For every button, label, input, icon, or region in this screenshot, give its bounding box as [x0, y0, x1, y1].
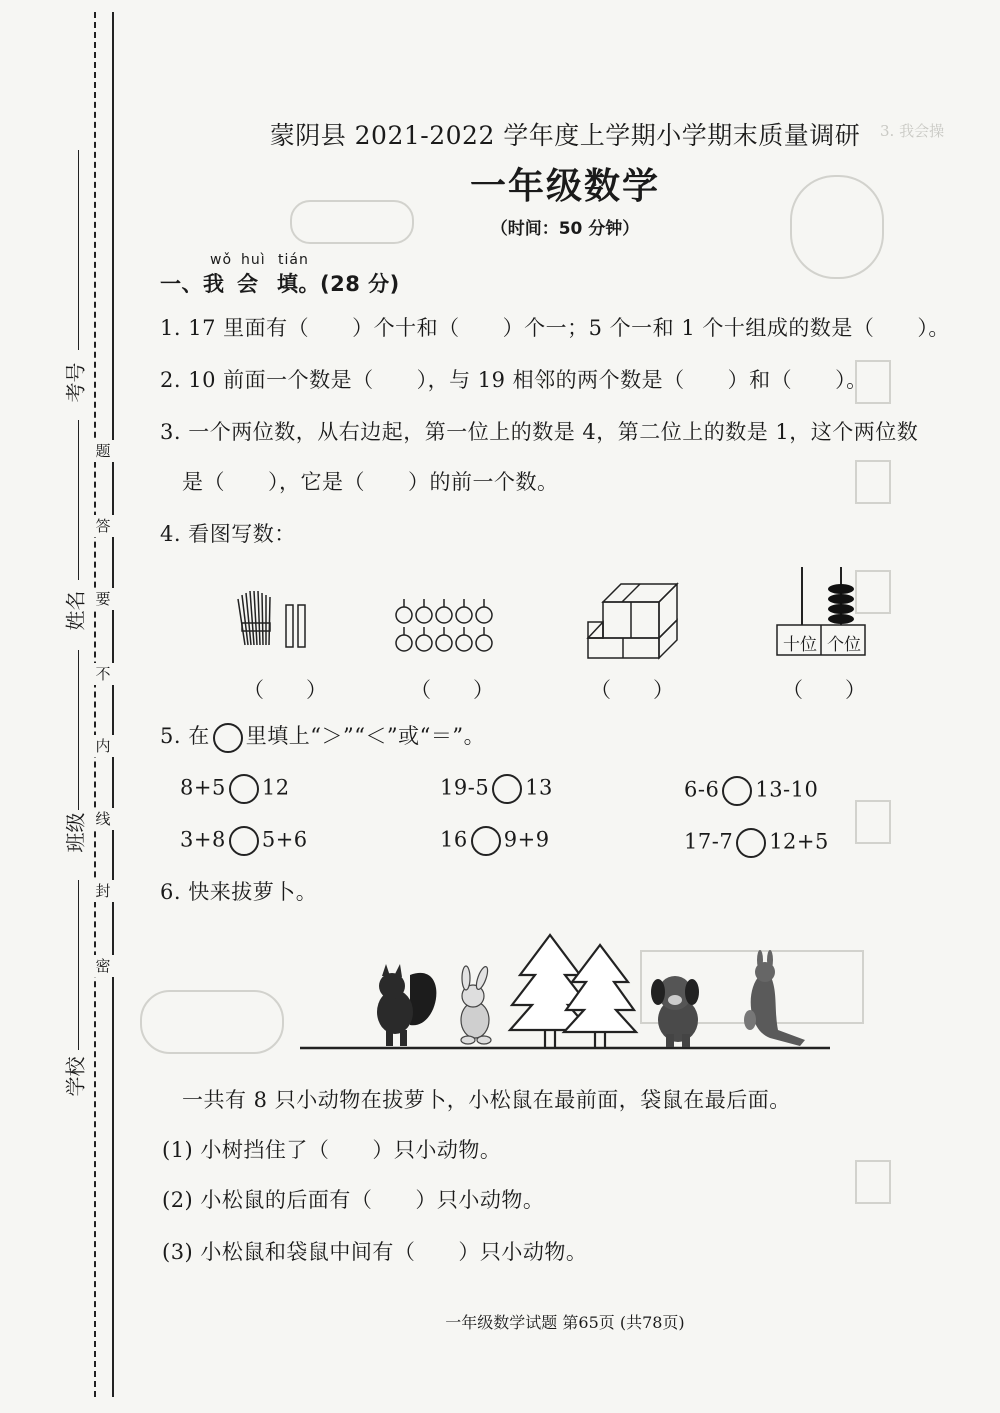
compare-right: 12 — [261, 775, 290, 800]
compare-circle[interactable] — [722, 776, 752, 806]
field-line-name[interactable] — [78, 420, 79, 580]
compare-item — [440, 774, 553, 804]
field-label-school: 学校 — [63, 1056, 88, 1097]
seal-char: 答 — [92, 515, 114, 537]
pulling-radish-illustration — [300, 930, 832, 1055]
seal-char: 题 — [92, 440, 114, 462]
seal-char: 不 — [92, 663, 114, 685]
pinyin: wǒ — [210, 252, 233, 268]
field-line-class[interactable] — [78, 650, 79, 810]
rabbit-icon — [461, 965, 491, 1044]
compare-right: 13-10 — [755, 777, 819, 802]
bleed-through-mark — [855, 1160, 891, 1204]
compare-left: 8+5 — [180, 775, 226, 800]
exam-title: 一年级数学 — [469, 166, 660, 207]
q4-answer-blank[interactable]: （ ） — [410, 678, 494, 702]
squirrel-icon — [377, 964, 436, 1046]
question-2: 2. 10 前面一个数是（ ），与 19 相邻的两个数是（ ）和（ ）。 — [160, 368, 868, 392]
seal-char: 密 — [92, 955, 114, 977]
q4-answer-blank[interactable]: （ ） — [243, 678, 327, 702]
seal-char: 内 — [92, 735, 114, 757]
section-heading — [160, 268, 400, 298]
section-heading-suffix: 。(28 分) — [298, 272, 400, 296]
compare-left: 17-7 — [684, 829, 734, 854]
compare-left: 16 — [440, 827, 468, 852]
bleed-through-mark — [855, 460, 891, 504]
question-4: 4. 看图写数： — [160, 522, 296, 546]
bleed-through-mark — [140, 990, 284, 1054]
pinyin: tián — [278, 252, 309, 268]
cubes-figure — [585, 582, 685, 662]
compare-item — [180, 774, 290, 804]
question-5-suffix: 里填上“＞”“＜”或“＝”。 — [245, 724, 486, 748]
exam-subtitle: 蒙阴县 2021-2022 学年度上学期小学期末质量调研 — [269, 121, 861, 150]
question-6-sub-1: (1) 小树挡住了（ ）只小动物。 — [162, 1138, 502, 1162]
compare-circle[interactable] — [492, 774, 522, 804]
compare-item — [440, 826, 550, 856]
question-5 — [160, 720, 485, 753]
seal-char: 要 — [92, 588, 114, 610]
field-label-name: 姓名 — [63, 590, 88, 631]
bleed-through-mark: 3. 我会操 — [880, 122, 945, 140]
bleed-through-mark — [855, 800, 891, 844]
compare-right: 12+5 — [769, 829, 829, 854]
section-heading-char: 会 — [237, 272, 259, 296]
exam-time: （时间：50 分钟） — [490, 219, 640, 239]
field-label-exam-number: 考号 — [63, 362, 88, 403]
compare-circle[interactable] — [471, 826, 501, 856]
section-heading-prefix: 一、 — [160, 272, 203, 296]
apples-figure — [390, 595, 510, 660]
tree-icon — [510, 935, 636, 1048]
compare-left: 3+8 — [180, 827, 226, 852]
field-label-class: 班级 — [63, 812, 88, 853]
compare-item — [684, 828, 829, 858]
abacus-tens-label: 十位 — [783, 635, 817, 655]
question-6-description: 一共有 8 只小动物在拔萝卜，小松鼠在最前面，袋鼠在最后面。 — [182, 1088, 791, 1112]
sticks-bundle-figure — [228, 585, 328, 655]
question-1: 1. 17 里面有（ ）个十和（ ）个一；5 个一和 1 个十组成的数是（ ）。 — [160, 316, 950, 340]
section-heading-char: 填 — [277, 272, 299, 296]
question-6: 6. 快来拔萝卜。 — [160, 880, 318, 904]
question-3-line-2: 是（ ），它是（ ）的前一个数。 — [182, 470, 559, 494]
compare-right: 5+6 — [261, 827, 308, 852]
compare-circle[interactable] — [229, 774, 259, 804]
q4-answer-blank[interactable]: （ ） — [782, 678, 866, 702]
abacus-ones-label: 个位 — [827, 635, 861, 655]
compare-circle[interactable] — [229, 826, 259, 856]
seal-char: 线 — [92, 808, 114, 830]
compare-item — [180, 826, 308, 856]
question-6-sub-2: (2) 小松鼠的后面有（ ）只小动物。 — [162, 1188, 545, 1212]
question-5-prefix: 5. 在 — [160, 724, 210, 748]
kangaroo-icon — [744, 950, 805, 1046]
circle-icon — [213, 723, 243, 753]
seal-char: 封 — [92, 880, 114, 902]
compare-left: 19-5 — [440, 775, 490, 800]
compare-left: 6-6 — [684, 777, 720, 802]
section-heading-char: 我 — [203, 272, 225, 296]
compare-right: 9+9 — [503, 827, 550, 852]
compare-right: 13 — [525, 775, 553, 800]
pinyin: huì — [241, 252, 266, 268]
field-line-school[interactable] — [78, 880, 79, 1050]
compare-circle[interactable] — [736, 828, 766, 858]
page-footer: 一年级数学试题 第65页 (共78页) — [445, 1313, 685, 1332]
question-6-sub-3: (3) 小松鼠和袋鼠中间有（ ）只小动物。 — [162, 1240, 588, 1264]
dog-icon — [651, 976, 699, 1047]
q4-answer-blank[interactable]: （ ） — [590, 678, 674, 702]
question-3-line-1: 3. 一个两位数，从右边起，第一位上的数是 4，第二位上的数是 1，这个两位数 — [160, 420, 919, 444]
compare-item — [684, 776, 818, 806]
